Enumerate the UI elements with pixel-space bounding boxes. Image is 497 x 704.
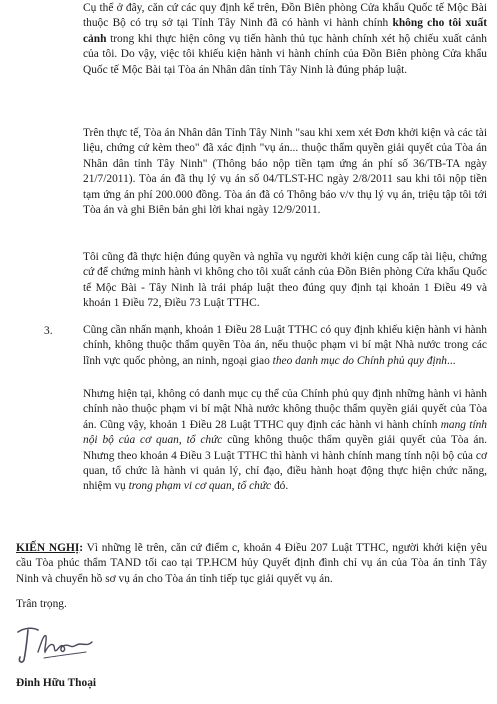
paragraph-text: ... [447,354,456,367]
paragraph-text: Cũng cần nhấn mạnh, khoản 1 Điều 28 Luật TTHC có quy định khiếu kiện hành vi hành chính, không thuộc thẩm quyền Tòa án, nếu thuộc phạm vi bí mật Nhà nước trong các lĩnh vực quốc phòng, an ninh, ngoại giao [83,324,487,367]
italic-phrase: trong phạm vi cơ quan, tổ chức [128,480,272,493]
handwritten-signature [14,622,96,666]
heading-colon: : [79,542,84,554]
paragraph-border-post-action [83,1,487,78]
paragraph-article-28 [83,323,487,369]
bold-phrase: không cho tôi xuất cảnh [83,17,487,45]
paragraph-text: cũng không thuộc thẩm quyền giải quyết của Tòa án. Nhưng theo khoản 4 Điều 3 Luật TTHC thì hành vi hành chính mang tính nội bộ của cơ quan, tổ chức là hành vi quản lý, chỉ đạo, điều hành hoạt động thực hiện chức năng, nhiệm vụ [83,434,488,493]
signer-name: Đinh Hữu Thoại [16,677,97,689]
italic-phrase: theo danh mục do Chính phủ quy định [272,354,447,367]
paragraph-text: đó. [271,480,289,493]
paragraph-court-acceptance: Trên thực tế, Tòa án Nhân dân Tỉnh Tây Ninh "sau khi xem xét Đơn khởi kiện và các tài liệu, chứng cứ kèm theo" đã xác định "vụ án... thuộc thẩm quyền giải quyết của Tòa án Nhân dân tỉnh Tây Ninh" (Thông báo nộp tiền tạm ứng án phí số 36/TB-TA ngày 21/7/2011). Tòa án đã thụ lý vụ án số 04/TLST-HC ngày 2/8/2011 sau khi tôi nộp tiền tạm ứng án phí 200.000 đồng. Tòa án đã có Thông báo v/v thụ lý vụ án, triệu tập tôi tới Tòa án và ghi Biên bản ghi lời khai ngày 12/9/2011. [83,127,487,217]
paragraph-text: Cụ thể ở đây, căn cứ các quy định kể trên, Đồn Biên phòng Cửa khẩu Quốc tế Mộc Bài thuộc Bộ có trụ sở tại Tỉnh Tây Ninh đã có hành vi hành chính [83,2,487,30]
recommendation-heading: KIẾN NGHỊ [16,542,80,554]
paragraph-recommendation [16,541,487,587]
paragraph-no-list [83,387,487,495]
item-number: 3. [44,325,53,337]
italic-phrase: mang tính nội bộ của cơ quan, tổ chức [83,418,487,447]
paragraph-text: trong khi thực hiện công vụ tiến hành thủ tục hành chính xét hộ chiếu xuất cảnh của tôi. Do vậy, việc tôi khiếu kiện hành vi hành chính của Đồn Biên phòng Cửa khẩu Quốc tế Mộc Bài tại Tòa án Nhân dân tỉnh Tây Ninh là đúng pháp luật. [83,32,487,76]
closing-salutation: Trân trọng. [16,598,67,610]
paragraph-text: Nhưng hiện tại, không có danh mục cụ thể của Chính phủ quy định những hành vi hành chính nào thuộc phạm vi bí mật Nhà nước không thuộc thẩm quyền giải quyết của Tòa án. Cũng vậy, khoản 1 Điều 28 Luật TTHC quy định các hành vi hành chính [83,388,487,431]
paragraph-evidence: Tôi cũng đã thực hiện đúng quyền và nghĩa vụ người khởi kiện cung cấp tài liệu, chứng cứ để chứng minh hành vi không cho tôi xuất cảnh của Đồn Biên phòng Cửa khẩu Quốc tế Mộc Bài - Tây Ninh là trái pháp luật theo đúng quy định tại khoản 1 Điều 49 và khoản 1 Điều 72, Điều 73 Luật TTHC. [83,251,487,310]
paragraph-text: Vì những lẽ trên, căn cứ điểm c, khoản 4 Điều 207 Luật TTHC, người khởi kiện yêu cầu Tòa phúc thẩm TAND tối cao tại TP.HCM hủy Quyết định đình chỉ vụ án của Tòa án tỉnh Tây Ninh và chuyển hồ sơ vụ án cho Tòa án tỉnh tiếp tục giải quyết vụ án. [16,542,488,585]
